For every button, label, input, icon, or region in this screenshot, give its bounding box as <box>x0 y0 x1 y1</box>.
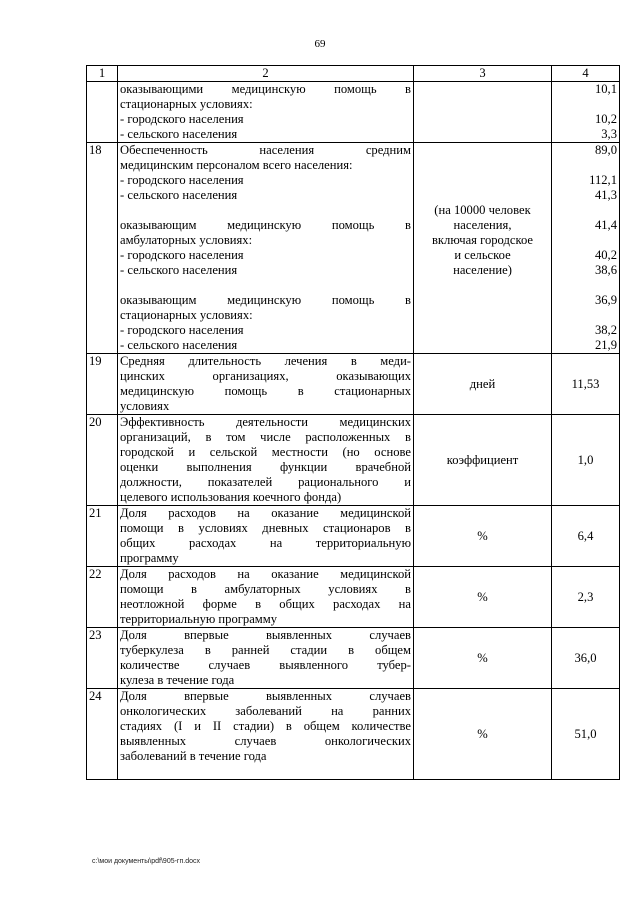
text-line: Эффективность деятельности медицинских <box>120 415 411 429</box>
text-line: кулеза в течение года <box>120 673 235 687</box>
row-number: 22 <box>87 567 118 628</box>
row-number: 18 <box>87 143 118 354</box>
indicator-text <box>118 506 414 567</box>
indicators-table <box>86 65 620 780</box>
unit-text <box>416 203 549 278</box>
value-cell: 2,3 <box>552 567 620 628</box>
text-line: стадиях (I и II стадии) в общем количестве <box>120 719 411 733</box>
page-number: 69 <box>314 38 326 50</box>
table-row <box>87 506 620 567</box>
value-line: 38,2 <box>594 323 617 337</box>
value-line: 40,2 <box>594 248 617 262</box>
text-line: городской и сельской местности (но основе <box>120 445 411 459</box>
indicator-text <box>118 628 414 689</box>
value-line: 89,0 <box>594 143 617 157</box>
text-line: (на 10000 человек <box>434 203 531 217</box>
text-line: выявленных случаев онкологических <box>120 734 411 748</box>
text-line: население) <box>453 263 512 277</box>
text-line: и сельское <box>454 248 511 262</box>
text-line: заболеваний в течение года <box>120 749 267 763</box>
value-line: 36,9 <box>594 293 617 307</box>
text-line: - городского населения <box>120 248 244 262</box>
value-line: 10,1 <box>594 82 617 96</box>
indicator-text <box>118 82 414 143</box>
value-cell <box>552 82 620 143</box>
header-cell: 4 <box>552 66 620 82</box>
row-number <box>87 82 118 143</box>
value-cell: 36,0 <box>552 628 620 689</box>
table-row <box>87 143 620 354</box>
table-row <box>87 628 620 689</box>
unit-cell: коэффициент <box>414 415 552 506</box>
text-line: медицинскую помощь в стационарных <box>120 384 411 398</box>
text-line: помощи в условиях дневных стационаров в <box>120 521 411 535</box>
table-row <box>87 689 620 780</box>
text-line: условиях <box>120 399 170 413</box>
row-number: 21 <box>87 506 118 567</box>
text-line: программу <box>120 551 179 565</box>
table-header-row <box>87 66 620 82</box>
table-row <box>87 354 620 415</box>
text-line: онкологических заболеваний на ранних <box>120 704 411 718</box>
text-line: Обеспеченность населения средним <box>120 143 411 157</box>
indicator-text <box>118 415 414 506</box>
text-line: - городского населения <box>120 112 244 126</box>
file-path-footer: c:\мои документы\pdf\905-гп.docx <box>92 858 201 865</box>
table-row <box>87 82 620 143</box>
header-cell: 3 <box>414 66 552 82</box>
text-line: Доля впервые выявленных случаев <box>120 628 411 642</box>
indicator-text <box>118 689 414 780</box>
text-line: - сельского населения <box>120 263 238 277</box>
row-number: 24 <box>87 689 118 780</box>
text-line: - сельского населения <box>120 338 238 352</box>
text-line: оказывающими медицинскую помощь в <box>120 82 411 96</box>
value-line: 3,3 <box>601 127 617 141</box>
row-number: 20 <box>87 415 118 506</box>
row-number: 19 <box>87 354 118 415</box>
text-line: медицинским персоналом всего населения: <box>120 158 353 172</box>
text-line: туберкулеза в ранней стадии в общем <box>120 643 411 657</box>
value-line: 41,3 <box>594 188 617 202</box>
unit-cell: дней <box>414 354 552 415</box>
text-line: территориальную программу <box>120 612 278 626</box>
text-line: амбулаторных условиях: <box>120 233 253 247</box>
text-line: цинских организациях, оказывающих <box>120 369 411 383</box>
text-line: - городского населения <box>120 323 244 337</box>
header-cell: 2 <box>118 66 414 82</box>
text-line: - городского населения <box>120 173 244 187</box>
value-cell <box>552 143 620 354</box>
text-line: целевого использования коечного фонда) <box>120 490 342 504</box>
value-line: 21,9 <box>594 338 617 352</box>
text-line: стационарных условиях: <box>120 97 253 111</box>
text-line: Доля впервые выявленных случаев <box>120 689 411 703</box>
text-line: - сельского населения <box>120 127 238 141</box>
text-line: Средняя длительность лечения в меди- <box>120 354 411 368</box>
text-line: должности, показателей рационального и <box>120 475 411 489</box>
unit-cell: % <box>414 506 552 567</box>
value-line: 10,2 <box>594 112 617 126</box>
table-row <box>87 567 620 628</box>
text-line: стационарных условиях: <box>120 308 253 322</box>
text-line: населения, <box>453 218 512 232</box>
indicator-text <box>118 567 414 628</box>
text-line: - сельского населения <box>120 188 238 202</box>
header-cell: 1 <box>87 66 118 82</box>
unit-cell: % <box>414 628 552 689</box>
unit-cell: % <box>414 689 552 780</box>
row-number: 23 <box>87 628 118 689</box>
text-line: неотложной форме в общих расходах на <box>120 597 411 611</box>
value-line: 41,4 <box>594 218 617 232</box>
value-line: 38,6 <box>594 263 617 277</box>
text-line: Доля расходов на оказание медицинской <box>120 567 411 581</box>
text-line: оказывающим медицинскую помощь в <box>120 293 411 307</box>
value-line: 112,1 <box>589 173 617 187</box>
text-line: включая городское <box>431 233 534 247</box>
text-line: оказывающим медицинскую помощь в <box>120 218 411 232</box>
unit-cell <box>414 143 552 354</box>
indicator-text <box>118 354 414 415</box>
indicator-text <box>118 143 414 354</box>
value-cell: 1,0 <box>552 415 620 506</box>
value-cell: 11,53 <box>552 354 620 415</box>
value-cell: 51,0 <box>552 689 620 780</box>
text-line: количестве случаев выявленного тубер- <box>120 658 411 672</box>
unit-cell: % <box>414 567 552 628</box>
text-line: общих расходах на территориальную <box>120 536 411 550</box>
text-line: Доля расходов на оказание медицинской <box>120 506 411 520</box>
unit-cell <box>414 82 552 143</box>
text-line: организаций, в том числе расположенных в <box>120 430 411 444</box>
table-row <box>87 415 620 506</box>
value-cell: 6,4 <box>552 506 620 567</box>
text-line: оценки выполнения функции врачебной <box>120 460 411 474</box>
text-line: помощи в амбулаторных условиях в <box>120 582 411 596</box>
